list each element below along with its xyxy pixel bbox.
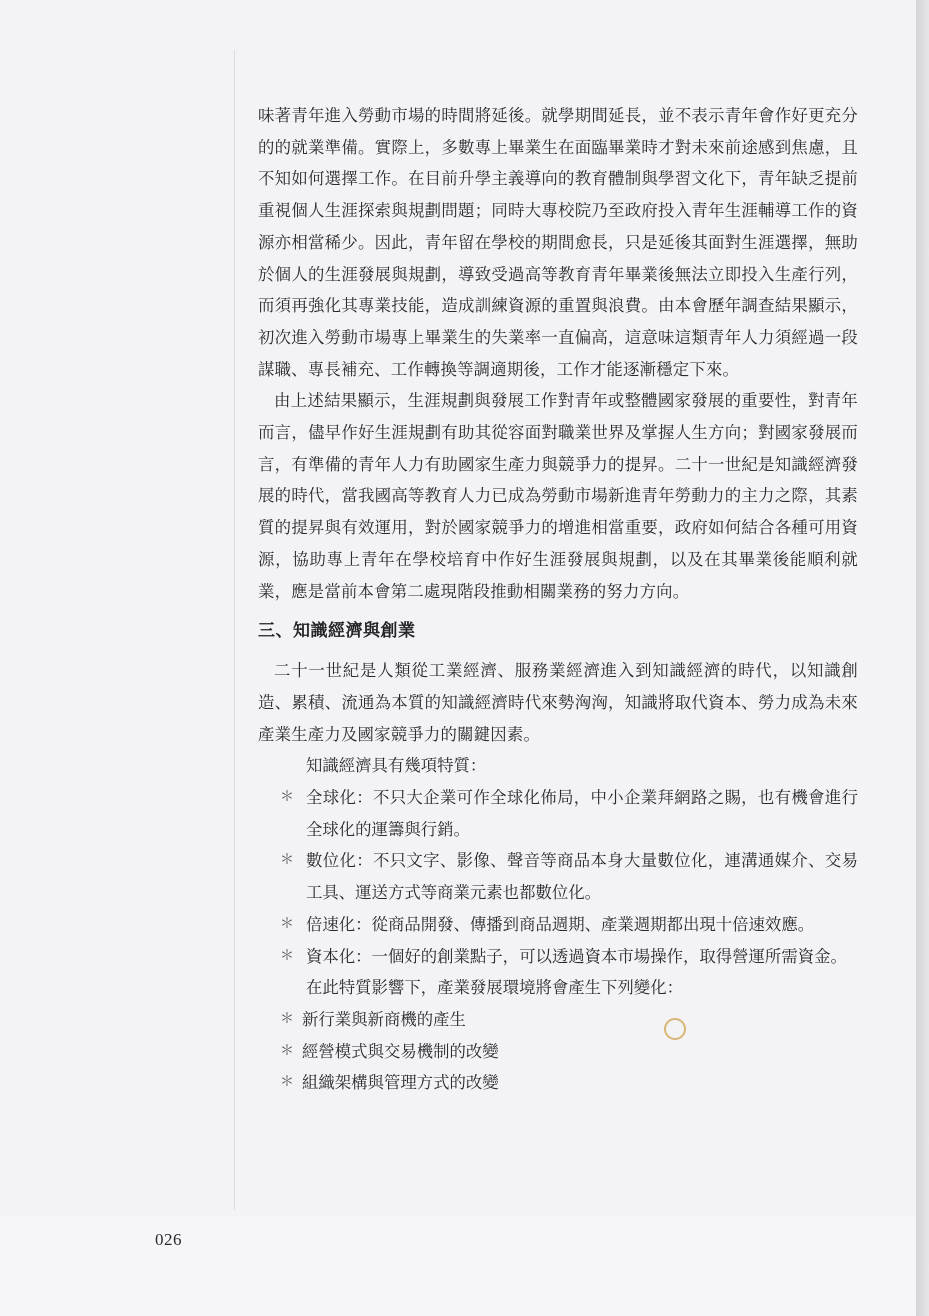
traits-intro: 知識經濟具有幾項特質：: [306, 756, 487, 776]
trait-text: 數位化：不只文字、影像、聲音等商品本身大量數位化，連溝通媒介、交易工具、運送方式等商業元素也都數位化。: [306, 851, 858, 903]
trait-text: 全球化：不只大企業可作全球化佈局，中小企業拜網路之賜，也有機會進行全球化的運籌與行銷。: [306, 788, 858, 839]
bullet-mark: ＊: [280, 789, 294, 806]
page-edge: [916, 0, 929, 1316]
paragraph-3: 二十一世紀是人類從工業經濟、服務業經濟進入到知識經濟的時代，以知識創造、累積、流通為本質的知識經濟時代來勢洶洶，知識將取代資本、勞力成為未來產業生產力及國家競爭力的關鍵因素。: [258, 661, 858, 744]
trait-text: 資本化：一個好的創業點子，可以透過資本市場操作，取得營運所需資金。: [306, 946, 847, 966]
list-item-change: [258, 1004, 858, 1036]
bullet-mark: ＊: [280, 1042, 294, 1059]
bottom-margin: [0, 1216, 916, 1316]
gutter-line: [234, 50, 235, 1210]
changes-intro: 在此特質影響下，產業發展環境將會產生下列變化：: [306, 978, 683, 998]
section-heading: 三、知識經濟與創業: [258, 621, 416, 642]
ink-circle-mark: [664, 1018, 686, 1040]
list-item-trait: [258, 941, 858, 973]
body-text: [258, 100, 858, 1099]
paragraph-1: 味著青年進入勞動市場的時間將延後。就學期間延長，並不表示青年會作好更充分的的就業準備。實際上，多數專上畢業生在面臨畢業時才對未來前途感到焦慮，且不知如何選擇工作。在目前升學主義導向的教育體制與學習文化下，青年缺乏提前重視個人生涯探索與規劃問題；同時大專校院乃至政府投入青年生涯輔導工作的資源亦相當稀少。因此，青年留在學校的期間愈長，只是延後其面對生涯選擇，無助於個人的生涯發展與規劃，導致受過高等教育青年畢業後無法立即投入生產行列，而須再強化其專業技能，造成訓練資源的重置與浪費。由本會歷年調查結果顯示，初次進入勞動市場專上畢業生的失業率一直偏高，這意味這類青年人力須經過一段謀職、專長補充、工作轉換等調適期後，工作才能逐漸穩定下來。: [258, 106, 858, 379]
paragraph-2: 由上述結果顯示，生涯規劃與發展工作對青年或整體國家發展的重要性，對青年而言，儘早作好生涯規劃有助其從容面對職業世界及掌握人生方向；對國家發展而言，有準備的青年人力有助國家生產力與競爭力的提昇。二十一世紀是知識經濟發展的時代，當我國高等教育人力已成為勞動市場新進青年勞動力的主力之際，其素質的提昇與有效運用，對於國家競爭力的增進相當重要，政府如何結合各種可用資源，協助專上青年在學校培育中作好生涯發展與規劃，以及在其畢業後能順利就業，應是當前本會第二處現階段推動相關業務的努力方向。: [258, 391, 858, 601]
bullet-mark: ＊: [280, 915, 294, 932]
list-item-change: [258, 1036, 858, 1068]
list-item-trait: [258, 909, 858, 941]
change-text: 經營模式與交易機制的改變: [302, 1041, 499, 1061]
trait-text: 倍速化：從商品開發、傳播到商品週期、產業週期都出現十倍速效應。: [306, 914, 815, 934]
page-number: 026: [155, 1230, 182, 1249]
list-item-trait: [258, 782, 858, 845]
list-item-trait: [258, 845, 858, 908]
bullet-mark: ＊: [280, 947, 294, 964]
list-item-change: [258, 1067, 858, 1099]
change-text: 組織架構與管理方式的改變: [302, 1073, 499, 1093]
bullet-mark: ＊: [280, 852, 294, 869]
bullet-mark: ＊: [280, 1074, 294, 1091]
bullet-mark: ＊: [280, 1010, 294, 1027]
change-text: 新行業與新商機的產生: [302, 1009, 466, 1029]
